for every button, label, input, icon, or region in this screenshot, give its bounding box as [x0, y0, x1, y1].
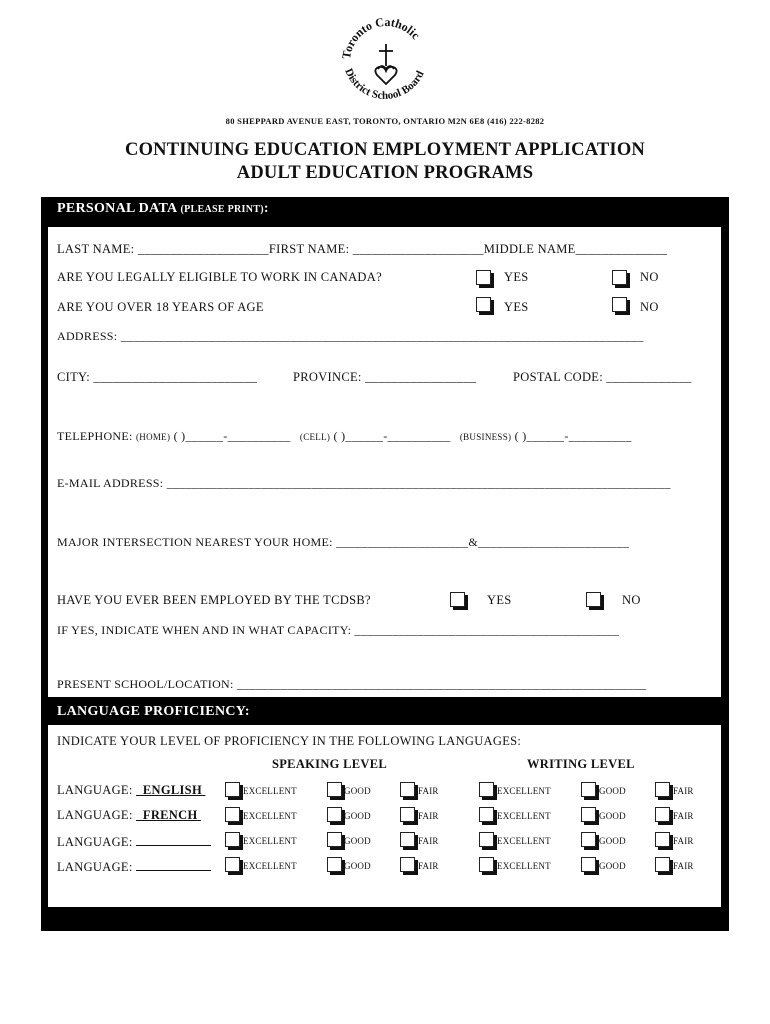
speaking-excellent-checkbox[interactable]	[225, 832, 240, 847]
speaking-excellent-label: EXCELLENT	[243, 811, 297, 821]
writing-good-label: GOOD	[599, 836, 626, 846]
over18-no-checkbox[interactable]	[612, 297, 627, 312]
cross-heart-icon	[375, 44, 396, 84]
speaking-good-checkbox[interactable]	[327, 857, 342, 872]
language-blank	[136, 833, 211, 846]
writing-good-checkbox[interactable]	[581, 857, 596, 872]
writing-excellent-checkbox[interactable]	[479, 807, 494, 822]
writing-good-label: GOOD	[599, 861, 626, 871]
telephone-row[interactable]: TELEPHONE: (HOME) ( )______-__________ (CELL) ( )______-__________ (BUSINESS) ( )______-__________	[57, 429, 632, 443]
intersection-field[interactable]: MAJOR INTERSECTION NEAREST YOUR HOME: _____________________&________________________	[57, 535, 630, 549]
speaking-excellent-checkbox[interactable]	[225, 857, 240, 872]
speaking-good-checkbox[interactable]	[327, 832, 342, 847]
writing-good-checkbox[interactable]	[581, 807, 596, 822]
over18-no-label: NO	[640, 300, 659, 314]
logo-text-top: Toronto Catholic	[339, 14, 423, 60]
language-name: ENGLISH	[136, 783, 206, 797]
writing-excellent-label: EXCELLENT	[497, 861, 551, 871]
form-subtitle: ADULT EDUCATION PROGRAMS	[236, 163, 534, 183]
speaking-excellent-checkbox[interactable]	[225, 782, 240, 797]
language-row-label: LANGUAGE:	[57, 833, 211, 850]
speaking-good-label: GOOD	[344, 786, 371, 796]
writing-excellent-checkbox[interactable]	[479, 857, 494, 872]
eligible-question: ARE YOU LEGALLY ELIGIBLE TO WORK IN CANADA?	[57, 270, 382, 284]
speaking-fair-label: FAIR	[418, 811, 439, 821]
language-row-label: LANGUAGE:	[57, 858, 211, 875]
name-fields[interactable]: LAST NAME: ____________________FIRST NAME: ____________________MIDDLE NAME______________	[57, 242, 668, 256]
employed-yes-checkbox[interactable]	[450, 592, 465, 607]
writing-excellent-label: EXCELLENT	[497, 836, 551, 846]
writing-fair-label: FAIR	[673, 861, 694, 871]
speaking-excellent-label: EXCELLENT	[243, 786, 297, 796]
board-address: 80 SHEPPARD AVENUE EAST, TORONTO, ONTARIO M2N 6E8 (416) 222-8282	[225, 116, 545, 126]
language-blank	[136, 858, 211, 871]
employed-no-label: NO	[622, 593, 641, 607]
writing-excellent-checkbox[interactable]	[479, 782, 494, 797]
over18-yes-checkbox[interactable]	[476, 297, 491, 312]
province-field[interactable]: PROVINCE: _________________	[293, 370, 477, 384]
personal-data-heading: PERSONAL DATA (PLEASE PRINT):	[57, 201, 269, 216]
writing-good-label: GOOD	[599, 786, 626, 796]
eligible-no-checkbox[interactable]	[612, 270, 627, 285]
employed-question: HAVE YOU EVER BEEN EMPLOYED BY THE TCDSB?	[57, 593, 371, 607]
speaking-good-label: GOOD	[344, 861, 371, 871]
speaking-fair-label: FAIR	[418, 861, 439, 871]
eligible-no-label: NO	[640, 270, 659, 284]
form-title: CONTINUING EDUCATION EMPLOYMENT APPLICATION	[125, 140, 645, 160]
speaking-excellent-label: EXCELLENT	[243, 836, 297, 846]
speaking-fair-checkbox[interactable]	[400, 832, 415, 847]
writing-fair-checkbox[interactable]	[655, 807, 670, 822]
over18-question: ARE YOU OVER 18 YEARS OF AGE	[57, 300, 264, 314]
language-heading: LANGUAGE PROFICIENCY:	[57, 704, 250, 719]
writing-fair-label: FAIR	[673, 836, 694, 846]
writing-level-header: WRITING LEVEL	[527, 757, 635, 771]
employed-no-checkbox[interactable]	[586, 592, 601, 607]
capacity-field[interactable]: IF YES, INDICATE WHEN AND IN WHAT CAPACITY: __________________________________________	[57, 623, 620, 637]
language-row-label: LANGUAGE: ENGLISH	[57, 783, 206, 797]
writing-excellent-label: EXCELLENT	[497, 786, 551, 796]
speaking-good-checkbox[interactable]	[327, 807, 342, 822]
eligible-yes-checkbox[interactable]	[476, 270, 491, 285]
writing-fair-checkbox[interactable]	[655, 857, 670, 872]
speaking-fair-checkbox[interactable]	[400, 807, 415, 822]
speaking-excellent-label: EXCELLENT	[243, 861, 297, 871]
svg-text:Toronto Catholic	[339, 15, 423, 60]
writing-fair-checkbox[interactable]	[655, 782, 670, 797]
speaking-excellent-checkbox[interactable]	[225, 807, 240, 822]
writing-good-checkbox[interactable]	[581, 782, 596, 797]
writing-fair-label: FAIR	[673, 786, 694, 796]
employed-yes-label: YES	[487, 593, 512, 607]
logo-text-bottom: District School Board	[342, 66, 427, 102]
city-field[interactable]: CITY: _________________________	[57, 370, 258, 384]
over18-yes-label: YES	[504, 300, 529, 314]
writing-fair-checkbox[interactable]	[655, 832, 670, 847]
svg-text:District School Board	[342, 67, 426, 102]
speaking-good-label: GOOD	[344, 836, 371, 846]
speaking-fair-checkbox[interactable]	[400, 857, 415, 872]
writing-fair-label: FAIR	[673, 811, 694, 821]
writing-good-checkbox[interactable]	[581, 832, 596, 847]
speaking-level-header: SPEAKING LEVEL	[272, 757, 387, 771]
language-instructions: INDICATE YOUR LEVEL OF PROFICIENCY IN THE FOLLOWING LANGUAGES:	[57, 734, 522, 748]
language-name: FRENCH	[136, 808, 201, 822]
eligible-yes-label: YES	[504, 270, 529, 284]
speaking-fair-checkbox[interactable]	[400, 782, 415, 797]
language-row-label: LANGUAGE: FRENCH	[57, 808, 201, 822]
writing-good-label: GOOD	[599, 811, 626, 821]
address-field[interactable]: ADDRESS: ___________________________________________________________________________________	[57, 329, 644, 343]
writing-excellent-checkbox[interactable]	[479, 832, 494, 847]
email-field[interactable]: E-MAIL ADDRESS: ________________________________________________________________________________	[57, 476, 671, 490]
speaking-fair-label: FAIR	[418, 836, 439, 846]
writing-excellent-label: EXCELLENT	[497, 811, 551, 821]
tcdsb-logo	[330, 14, 442, 118]
speaking-good-checkbox[interactable]	[327, 782, 342, 797]
postal-code-field[interactable]: POSTAL CODE: _____________	[513, 370, 692, 384]
present-school-field[interactable]: PRESENT SCHOOL/LOCATION: _________________________________________________________________	[57, 677, 647, 691]
speaking-fair-label: FAIR	[418, 786, 439, 796]
speaking-good-label: GOOD	[344, 811, 371, 821]
